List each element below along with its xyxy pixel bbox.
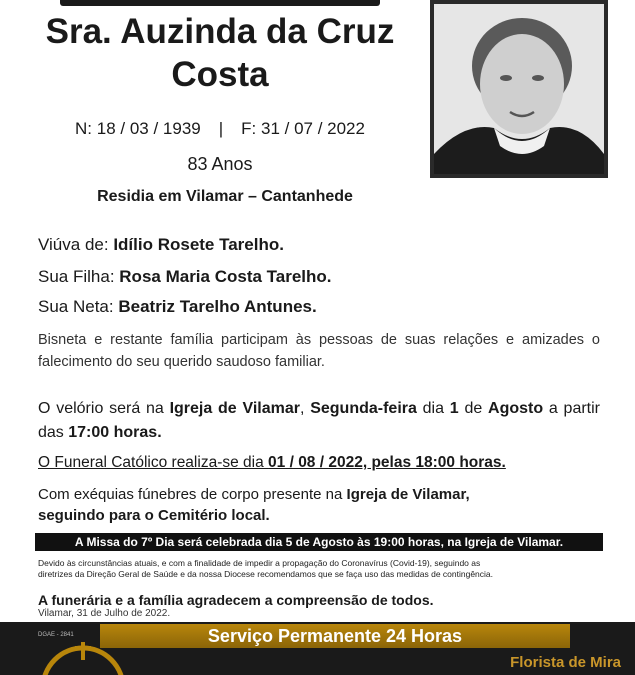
daughter-label: Sua Filha: (38, 267, 115, 286)
funeral-text: O Funeral Católico realiza-se dia (38, 454, 269, 471)
death-date: F: 31 / 07 / 2022 (241, 119, 365, 138)
deceased-name (0, 10, 440, 96)
burial-info (38, 484, 600, 526)
granddaughter-label: Sua Neta: (38, 297, 114, 316)
service-banner: Serviço Permanente 24 Horas (100, 624, 570, 648)
florist-name: Florista de Mira (510, 654, 621, 671)
family-notice: Bisneta e restante família participam às pessoas de suas relações e amizades o falecimento do seu querido saudoso familiar. (38, 332, 600, 370)
funeral-datetime: 01 / 08 / 2022, pelas 18:00 horas. (268, 454, 506, 471)
portrait-image (434, 4, 604, 174)
funeral-info (38, 454, 600, 472)
life-dates (0, 119, 440, 139)
residence: Residia em Vilamar – Cantanhede (97, 188, 353, 205)
wake-text-4: de (458, 400, 489, 417)
wake-time: 17:00 horas. (68, 424, 162, 441)
wake-month: Agosto (488, 400, 544, 417)
wake-day: 1 (449, 400, 459, 417)
portrait-photo (430, 0, 608, 178)
wake-text-5: a partir das (38, 400, 601, 441)
wake-text-2: , (299, 400, 311, 417)
widow-label: Viúva de: (38, 235, 109, 254)
daughter-name: Rosa Maria Costa Tarelho. (119, 267, 332, 286)
covid-line1: Devido às circunstâncias atuais, e com a finalidade de impedir a propagação do Coronavírus (Covid-19), seguindo as (38, 558, 481, 568)
burial-text: Com exéquias fúnebres de corpo presente na (38, 486, 347, 503)
wake-weekday: Segunda-feira (310, 400, 417, 417)
birth-date: N: 18 / 03 / 1939 (75, 119, 201, 138)
widow-name: Idílio Rosete Tarelho. (113, 235, 284, 254)
wake-place: Igreja de Vilamar (169, 400, 300, 417)
burial-church: Igreja de Vilamar, (346, 486, 470, 503)
wake-info (38, 397, 600, 445)
date-separator: | (218, 119, 224, 138)
daughter-line (38, 267, 332, 287)
age: 83 Anos (187, 154, 253, 174)
thanks-message: A funerária e a família agradecem a compreensão de todos. (38, 592, 434, 608)
deceased-name-line2: Costa (171, 55, 269, 94)
deceased-name-line1: Sra. Auzinda da Cruz (45, 12, 395, 51)
burial-cemetery: seguindo para o Cemitério local. (38, 507, 270, 524)
covid-line2: diretrizes da Direção Geral de Saúde e da nossa Diocese recomendamos que se faça uso das medidas de contingência. (38, 569, 494, 579)
mass-banner: A Missa do 7º Dia será celebrada dia 5 de Agosto às 19:00 horas, na Igreja de Vilamar. (35, 533, 603, 551)
widow-line (38, 235, 284, 255)
wake-text-1: O velório será na (38, 400, 170, 417)
dgae-code: DGAE - 2841 (38, 632, 74, 638)
granddaughter-name: Beatriz Tarelho Antunes. (118, 297, 317, 316)
place-date: Vilamar, 31 de Julho de 2022. (38, 608, 171, 619)
wake-text-3: dia (416, 400, 450, 417)
granddaughter-line (38, 297, 317, 317)
top-decorative-strip (60, 0, 380, 6)
covid-notice (38, 558, 603, 580)
